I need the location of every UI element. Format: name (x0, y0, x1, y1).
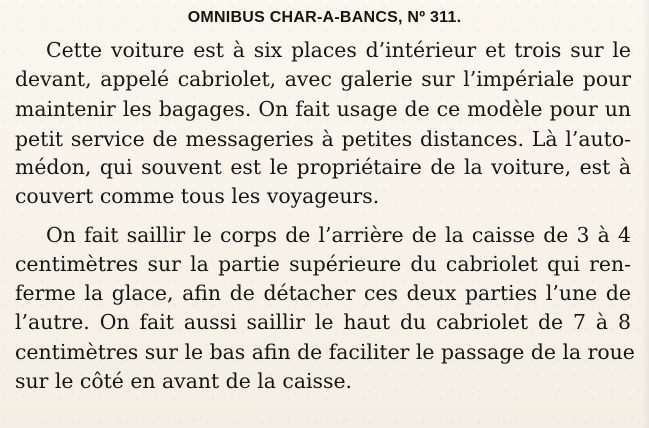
paragraph-2-line-3: ferme la glace, afin de détacher ces deux parties l’une de (15, 281, 631, 305)
paragraph-2-line-2: centimètres sur la partie supérieure du cabriolet qui ren- (15, 252, 631, 276)
paragraph-1-line-4: petit service de messageries à petites distances. Là l’auto- (15, 127, 631, 151)
paragraph-2-line-5: centimètres sur le bas afin de faciliter le passage de la roue (15, 340, 635, 364)
paragraph-2-line-1: On fait saillir le corps de l’arrière de la caisse de 3 à 4 (46, 223, 631, 247)
paragraph-1-line-3: maintenir les bagages. On fait usage de ce modèle pour un (15, 97, 631, 121)
paragraph-1-line-1: Cette voiture est à six places d’intérieur et trois sur le (46, 38, 631, 62)
paragraph-1-line-6: couvert comme tous les voyageurs. (15, 184, 380, 208)
paragraph-2-line-4: l’autre. On fait aussi saillir le haut du cabriolet de 7 à 8 (15, 310, 631, 334)
paragraph-1-line-5: médon, qui souvent est le propriétaire de la voiture, est à (15, 155, 631, 179)
paragraph-1-line-2: devant, appelé cabriolet, avec galerie sur l’impériale pour (15, 67, 631, 91)
paragraph-2-line-6: sur le côté en avant de la caisse. (15, 369, 352, 393)
body-text (0, 36, 649, 428)
page-title: OMNIBUS CHAR-A-BANCS, Nº 311. (187, 9, 462, 26)
